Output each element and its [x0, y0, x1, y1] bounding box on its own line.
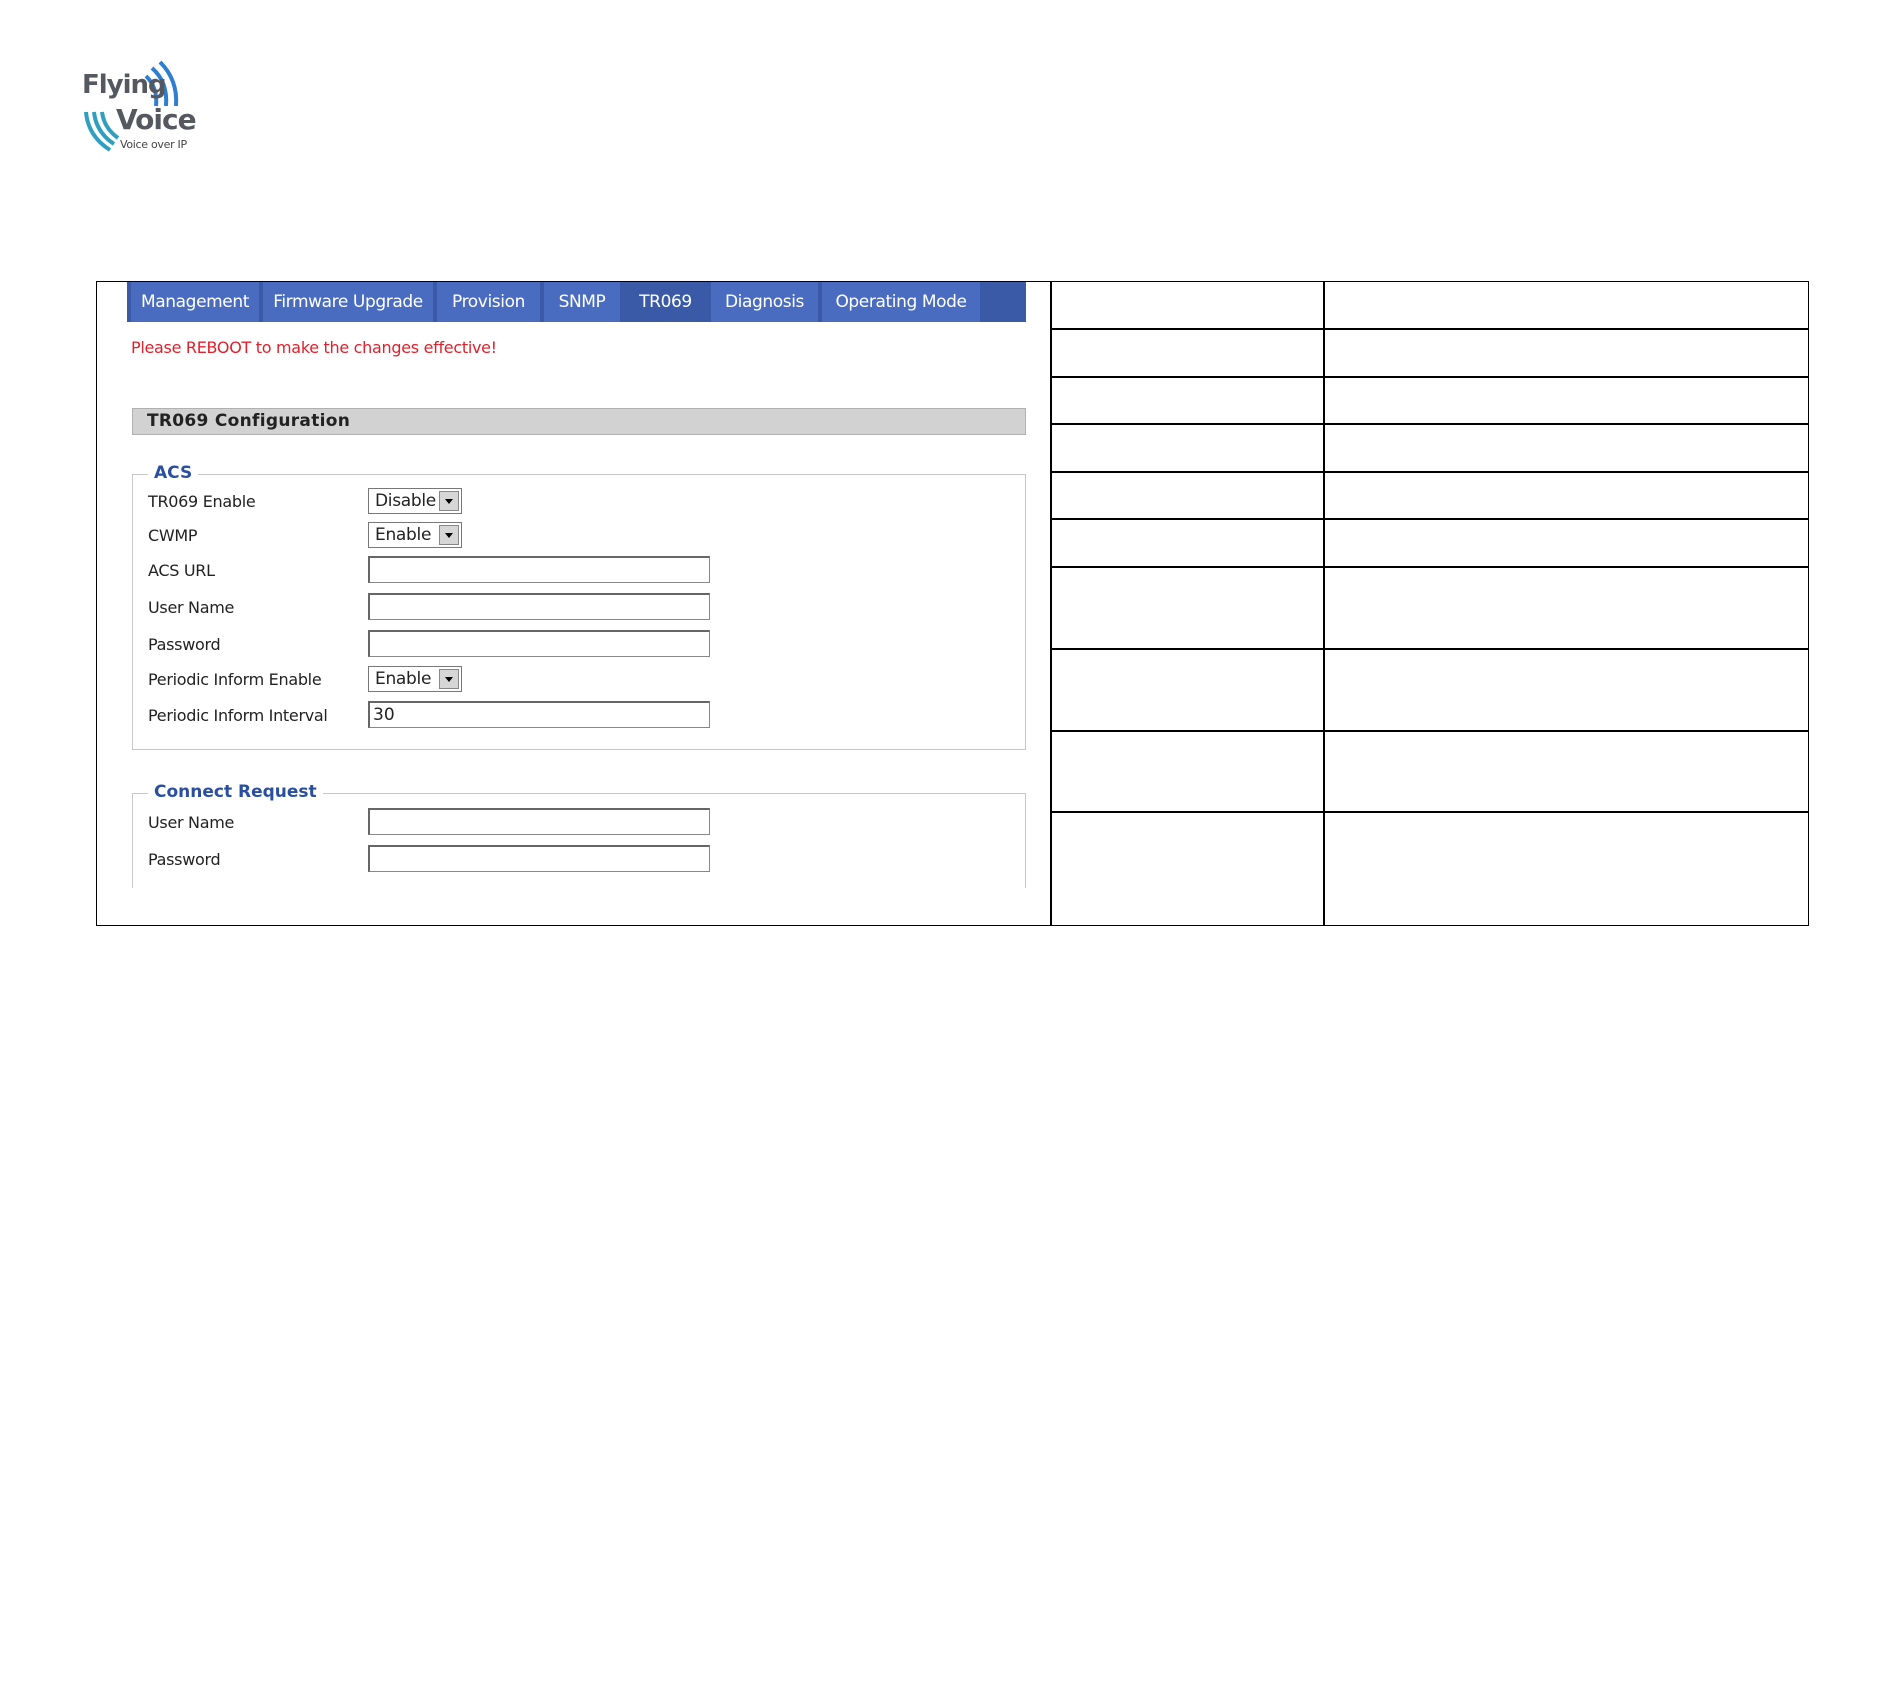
connect-password-label: Password [148, 850, 221, 869]
tab-snmp[interactable]: SNMP [544, 282, 624, 322]
logo-tagline: Voice over IP [120, 138, 187, 151]
tab-firmware-upgrade[interactable]: Firmware Upgrade [263, 282, 437, 322]
section-title: TR069 Configuration [132, 408, 1026, 435]
chevron-down-icon[interactable] [439, 525, 459, 545]
flying-voice-logo [80, 58, 196, 158]
table-divider [1050, 281, 1052, 926]
periodic-inform-enable-label: Periodic Inform Enable [148, 670, 322, 689]
cwmp-select[interactable] [368, 522, 462, 548]
acs-user-name-input[interactable] [368, 593, 710, 620]
table-divider [1323, 281, 1325, 926]
connect-request-legend: Connect Request [148, 782, 323, 802]
acs-url-label: ACS URL [148, 561, 215, 580]
acs-password-label: Password [148, 635, 221, 654]
tab-management[interactable]: Management [131, 282, 263, 322]
acs-password-input[interactable] [368, 630, 710, 657]
connect-user-name-label: User Name [148, 813, 235, 832]
cwmp-label: CWMP [148, 526, 198, 545]
connect-user-name-input[interactable] [368, 808, 710, 835]
tab-diagnosis[interactable]: Diagnosis [711, 282, 822, 322]
tab-provision[interactable]: Provision [437, 282, 544, 322]
table-row-line [1050, 376, 1809, 378]
periodic-inform-interval-input[interactable]: 30 [368, 701, 710, 728]
acs-legend: ACS [148, 463, 198, 483]
acs-url-input[interactable] [368, 556, 710, 583]
connect-password-input[interactable] [368, 845, 710, 872]
periodic-inform-interval-label: Periodic Inform Interval [148, 706, 328, 725]
table-row-line [1050, 518, 1809, 520]
table-row-line [1050, 471, 1809, 473]
table-row-line [1050, 648, 1809, 650]
periodic-inform-enable-value: Enable [375, 669, 432, 689]
table-row-line [1050, 328, 1809, 330]
table-row-line [1050, 566, 1809, 568]
tr069-enable-value: Disable [375, 491, 436, 511]
periodic-inform-enable-select[interactable] [368, 666, 462, 692]
tab-bar [127, 282, 1026, 322]
logo-word-voice: Voice [116, 103, 196, 136]
cwmp-value: Enable [375, 525, 432, 545]
chevron-down-icon[interactable] [439, 491, 459, 511]
table-row-line [1050, 811, 1809, 813]
tr069-enable-select[interactable] [368, 488, 462, 514]
reboot-notice: Please REBOOT to make the changes effective! [131, 338, 497, 357]
tr069-enable-label: TR069 Enable [148, 492, 256, 511]
chevron-down-icon[interactable] [439, 669, 459, 689]
table-row-line [1050, 423, 1809, 425]
table-row-line [1050, 730, 1809, 732]
tab-tr069[interactable]: TR069 [624, 282, 711, 322]
acs-user-name-label: User Name [148, 598, 235, 617]
tab-operating-mode[interactable]: Operating Mode [822, 282, 984, 322]
logo-word-flying: Flying [82, 70, 166, 100]
